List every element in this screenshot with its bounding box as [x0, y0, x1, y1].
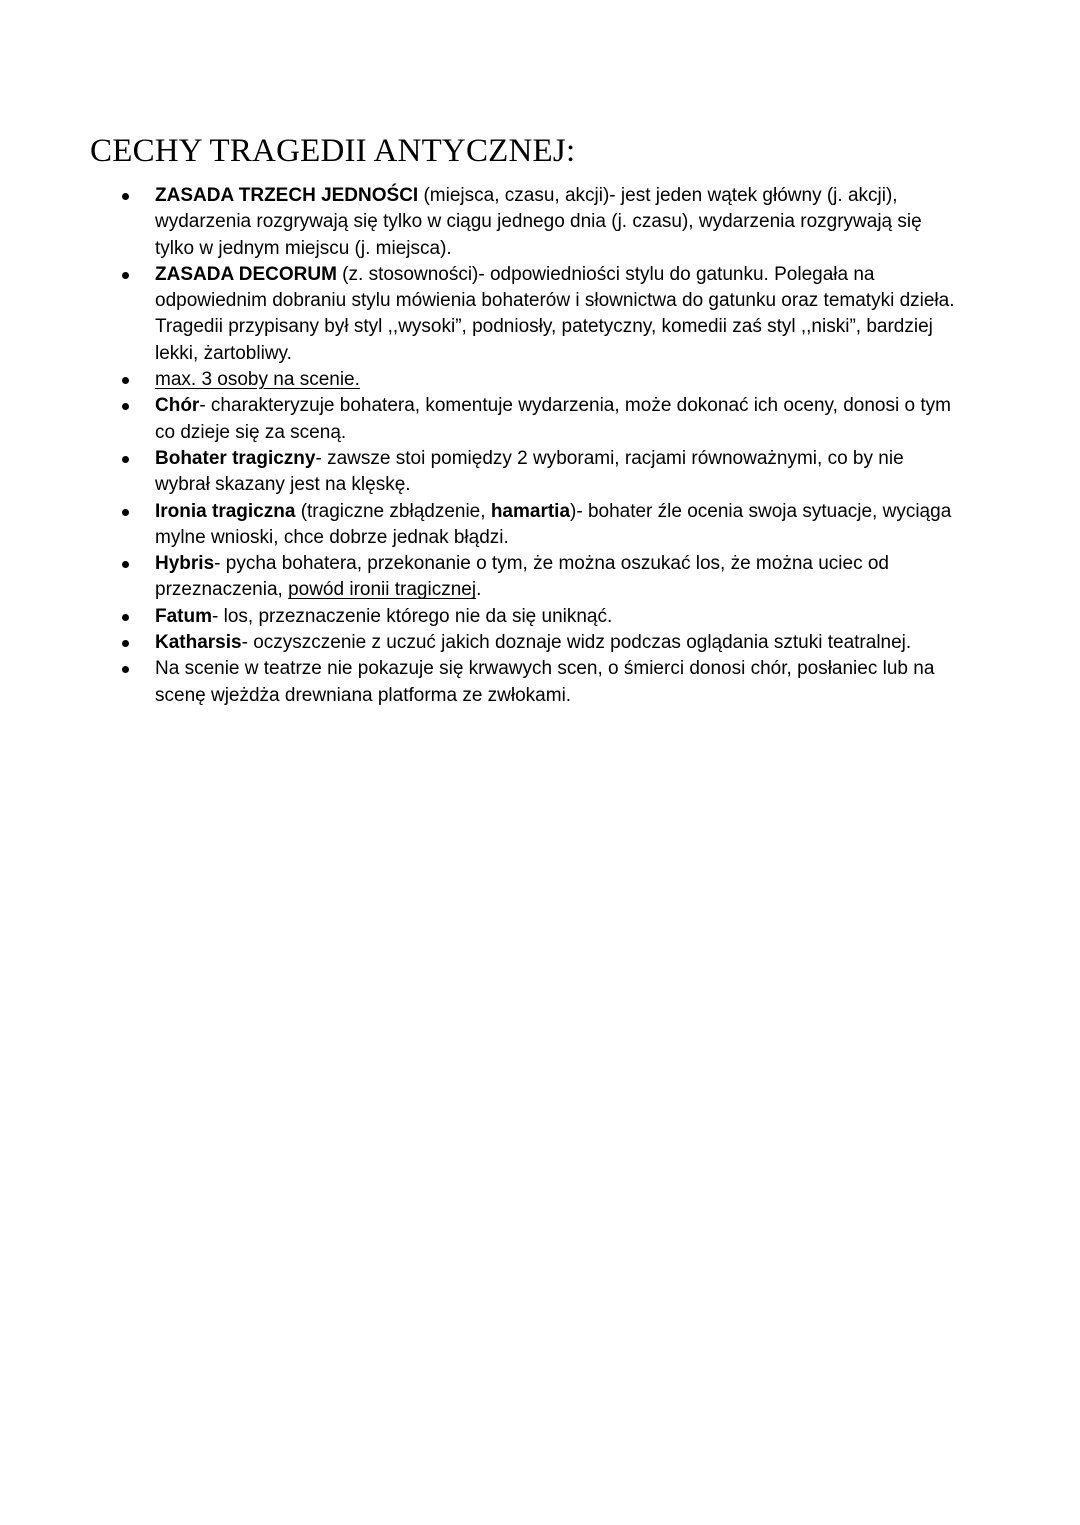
item-term: Katharsis	[155, 632, 242, 654]
item-underlined-text: powód ironii tragicznej	[288, 579, 477, 601]
item-term: Ironia tragiczna	[155, 500, 296, 522]
item-term: Bohater tragiczny	[155, 447, 316, 469]
item-term: ZASADA DECORUM	[155, 263, 337, 285]
item-term: Fatum	[155, 605, 212, 627]
item-term: Hybris	[155, 553, 215, 575]
item-term: ZASADA TRZECH JEDNOŚCI	[155, 185, 419, 206]
list-item	[155, 499, 955, 552]
item-tail: .	[476, 579, 482, 601]
list-item	[155, 367, 955, 393]
item-text: - charakteryzuje bohatera, komentuje wydarzenia, może dokonać ich oceny, donosi o tym co dzieje się za sceną.	[155, 395, 951, 443]
list-item	[155, 446, 955, 499]
bullet-icon	[122, 377, 129, 384]
item-underlined-text: max. 3 osoby na scenie.	[155, 369, 360, 391]
bullet-icon	[122, 614, 129, 621]
list-item	[155, 393, 955, 446]
item-text: (tragiczne zbłądzenie,	[295, 500, 491, 522]
features-list	[155, 183, 955, 709]
item-text: - pycha bohatera, przekonanie o tym, że można oszukać los, że można uciec od przeznaczenia,	[155, 553, 889, 601]
bullet-icon	[122, 456, 129, 463]
bullet-icon	[122, 640, 129, 647]
list-item	[155, 551, 955, 604]
item-term-secondary: hamartia	[490, 500, 571, 522]
bullet-icon	[122, 509, 129, 516]
item-text: - zawsze stoi pomiędzy 2 wyborami, racjami równoważnymi, co by nie wybrał skazany jest na klęskę.	[155, 447, 904, 496]
item-text: - oczyszczenie z uczuć jakich doznaje widz podczas oglądania sztuki teatralnej.	[241, 632, 912, 654]
bullet-icon	[122, 666, 129, 673]
list-item	[155, 656, 955, 709]
list-item	[155, 183, 955, 262]
item-term: Chór	[155, 395, 200, 417]
list-item	[155, 630, 955, 656]
bullet-icon	[122, 403, 129, 410]
bullet-icon	[122, 272, 129, 279]
list-item	[155, 262, 955, 367]
item-text: - los, przeznaczenie którego nie da się uniknąć.	[212, 605, 613, 627]
list-item	[155, 604, 955, 630]
item-text-secondary: )- bohater źle ocenia swoja sytuacje, wyciąga mylne wnioski, chce dobrze jednak błądzi.	[155, 500, 952, 548]
bullet-icon	[122, 561, 129, 568]
bullet-icon	[122, 193, 129, 200]
item-text: (z. stosowności)- odpowiedniości stylu do gatunku. Polegała na odpowiednim dobraniu stylu mówienia bohaterów i słownictwa do gatunku oraz tematyki dzieła. Tragedii przypisany był styl ,,wysoki”, podniosły, patetyczny, komedii zaś styl ,,niski”, bardziej lekki, żartobliwy.	[155, 263, 955, 364]
item-text: Na scenie w teatrze nie pokazuje się krwawych scen, o śmierci donosi chór, posłaniec lub na scenę wjeżdża drewniana platforma ze zwłokami.	[155, 658, 935, 706]
page-title: CECHY TRAGEDII ANTYCZNEJ:	[90, 133, 576, 169]
item-text: (miejsca, czasu, akcji)- jest jeden wątek główny (j. akcji), wydarzenia rozgrywają się tylko w ciągu jednego dnia (j. czasu), wydarzenia rozgrywają się tylko w jednym miejscu (j. miejsca).	[155, 185, 922, 259]
